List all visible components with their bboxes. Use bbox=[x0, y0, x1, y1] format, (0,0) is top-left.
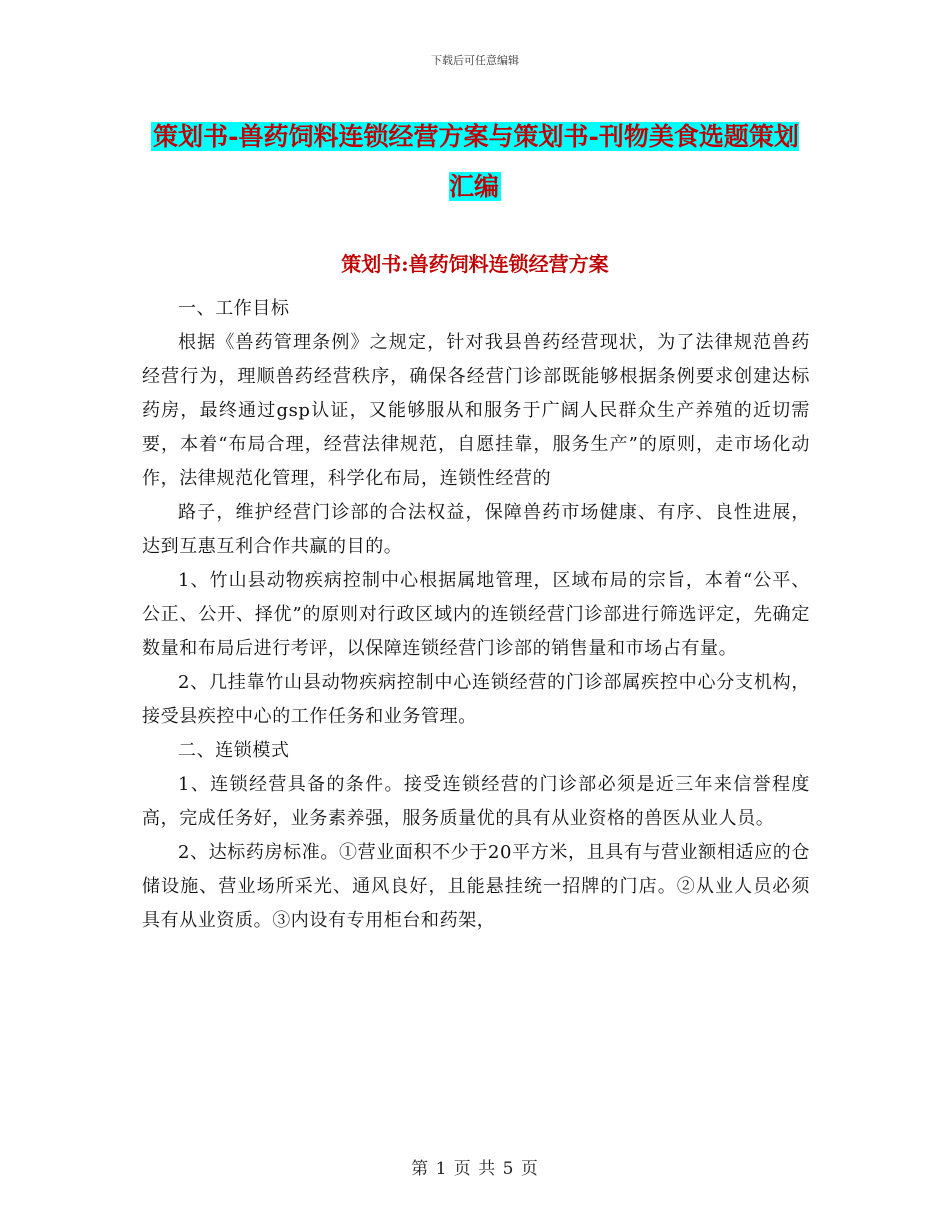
paragraph: 2、几挂靠竹山县动物疾病控制中心连锁经营的门诊部属疾控中心分支机构，接受县疾控中心的工作任务和业务管理。 bbox=[142, 672, 810, 727]
body-text bbox=[142, 292, 810, 938]
paragraph-heading-goals: 一、工作目标 bbox=[178, 298, 290, 319]
paragraph: 路子，维护经营门诊部的合法权益，保障兽药市场健康、有序、良性进展，达到互惠互利合作共赢的目的。 bbox=[142, 502, 810, 557]
page-footer: 第 1 页 共 5 页 bbox=[411, 1159, 539, 1179]
paragraph: 1、连锁经营具备的条件。接受连锁经营的门诊部必须是近三年来信誉程度高，完成任务好，业务素养强，服务质量优的具有从业资格的兽医从业人员。 bbox=[142, 774, 810, 829]
document-title-text: 策划书-兽药饲料连锁经营方案与策划书-刊物美食选题策划汇编 bbox=[153, 122, 799, 201]
document-title bbox=[140, 112, 810, 212]
paragraph: 根据《兽药管理条例》之规定，针对我县兽药经营现状，为了法律规范兽药经营行为，理顺兽药经营秩序，确保各经营门诊部既能够根据条例要求创建达标药房，最终通过gsp认证，又能够服从和服务于广阔人民群众生产养殖的近切需要，本着“布局合理，经营法律规范，自愿挂靠，服务生产”的原则，走市场化动作，法律规范化管理，科学化布局，连锁性经营的 bbox=[142, 332, 810, 489]
section-title: 策划书:兽药饲料连锁经营方案 bbox=[341, 252, 609, 276]
paragraph-heading-chain-mode: 二、连锁模式 bbox=[178, 740, 290, 761]
header-note: 下载后可任意编辑 bbox=[431, 54, 519, 67]
paragraph: 2、达标药房标准。①营业面积不少于20平方米，且具有与营业额相适应的仓储设施、营业场所采光、通风良好，且能悬挂统一招牌的门店。②从业人员必须具有从业资质。③内设有专用柜台和药架， bbox=[142, 842, 810, 931]
paragraph: 1、竹山县动物疾病控制中心根据属地管理，区域布局的宗旨，本着“公平、公正、公开、择优”的原则对行政区域内的连锁经营门诊部进行筛选评定，先确定数量和布局后进行考评，以保障连锁经营门诊部的销售量和市场占有量。 bbox=[142, 570, 810, 659]
